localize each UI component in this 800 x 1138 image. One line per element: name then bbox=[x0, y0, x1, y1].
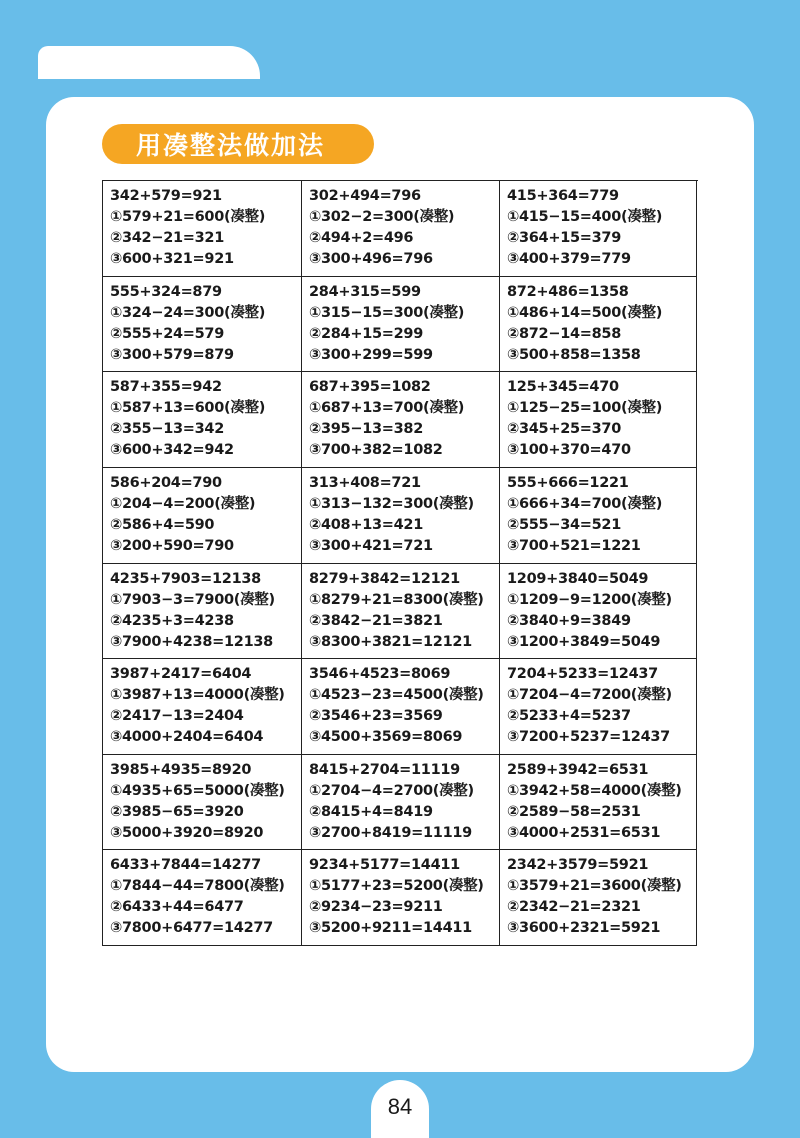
step-line: ③500+858=1358 bbox=[507, 346, 641, 363]
exercise-cell bbox=[103, 659, 302, 755]
step-line: ③100+370=470 bbox=[507, 442, 631, 459]
step-line: ③2700+8419=11119 bbox=[309, 824, 472, 841]
step-line: ①2704−4=2700(凑整) bbox=[309, 782, 474, 799]
step-line: ①5177+23=5200(凑整) bbox=[309, 878, 484, 895]
exercise-cell bbox=[302, 277, 500, 373]
step-line: ②3840+9=3849 bbox=[507, 612, 631, 629]
exercise-cell bbox=[103, 181, 302, 277]
step-line: ②586+4=590 bbox=[110, 516, 215, 533]
step-line: ②3985−65=3920 bbox=[110, 803, 244, 820]
step-line: ②2589−58=2531 bbox=[507, 803, 641, 820]
equation: 342+579=921 bbox=[110, 188, 222, 204]
equation: 415+364=779 bbox=[507, 188, 619, 204]
step-line: ①125−25=100(凑整) bbox=[507, 400, 663, 417]
equation: 555+324=879 bbox=[110, 283, 222, 300]
step-line: ①8279+21=8300(凑整) bbox=[309, 591, 484, 608]
exercise-cell bbox=[103, 277, 302, 373]
exercise-cell bbox=[302, 755, 500, 851]
step-line: ②3842−21=3821 bbox=[309, 612, 443, 629]
step-line: ①7903−3=7900(凑整) bbox=[110, 591, 275, 608]
exercise-cell bbox=[500, 755, 697, 851]
exercise-cell bbox=[302, 850, 500, 946]
header-tab-strip bbox=[38, 46, 260, 79]
step-line: ①204−4=200(凑整) bbox=[110, 495, 256, 512]
step-line: ③4500+3569=8069 bbox=[309, 729, 463, 746]
equation: 9234+5177=14411 bbox=[309, 857, 460, 874]
step-line: ①579+21=600(凑整) bbox=[110, 209, 266, 225]
step-line: ②872−14=858 bbox=[507, 325, 621, 342]
step-line: ①587+13=600(凑整) bbox=[110, 400, 266, 417]
step-line: ③600+321=921 bbox=[110, 251, 234, 267]
step-line: ①3987+13=4000(凑整) bbox=[110, 687, 285, 704]
step-line: ②555+24=579 bbox=[110, 325, 224, 342]
equation: 313+408=721 bbox=[309, 474, 421, 491]
step-line: ③7200+5237=12437 bbox=[507, 729, 670, 746]
step-line: ②2342−21=2321 bbox=[507, 899, 641, 916]
step-line: ②2417−13=2404 bbox=[110, 708, 244, 725]
step-line: ①3579+21=3600(凑整) bbox=[507, 878, 682, 895]
equation: 3546+4523=8069 bbox=[309, 666, 451, 683]
step-line: ②494+2=496 bbox=[309, 230, 414, 246]
equation: 687+395=1082 bbox=[309, 379, 431, 396]
step-line: ②342−21=321 bbox=[110, 230, 224, 246]
step-line: ①302−2=300(凑整) bbox=[309, 209, 455, 225]
equation: 587+355=942 bbox=[110, 379, 222, 396]
equation: 1209+3840=5049 bbox=[507, 570, 649, 587]
step-line: ③7900+4238=12138 bbox=[110, 633, 273, 650]
step-line: ②6433+44=6477 bbox=[110, 899, 244, 916]
step-line: ③300+299=599 bbox=[309, 346, 433, 363]
step-line: ①7844−44=7800(凑整) bbox=[110, 878, 285, 895]
step-line: ③8300+3821=12121 bbox=[309, 633, 472, 650]
step-line: ③200+590=790 bbox=[110, 537, 234, 554]
step-line: ③400+379=779 bbox=[507, 251, 631, 267]
step-line: ①324−24=300(凑整) bbox=[110, 304, 266, 321]
step-line: ②9234−23=9211 bbox=[309, 899, 443, 916]
step-line: ③4000+2404=6404 bbox=[110, 729, 264, 746]
step-line: ③600+342=942 bbox=[110, 442, 234, 459]
step-line: ②555−34=521 bbox=[507, 516, 621, 533]
equation: 284+315=599 bbox=[309, 283, 421, 300]
equation: 8415+2704=11119 bbox=[309, 761, 460, 778]
exercise-cell bbox=[302, 564, 500, 660]
equation: 2342+3579=5921 bbox=[507, 857, 649, 874]
step-line: ①486+14=500(凑整) bbox=[507, 304, 663, 321]
step-line: ③7800+6477=14277 bbox=[110, 920, 273, 937]
exercise-cell bbox=[103, 850, 302, 946]
equation: 555+666=1221 bbox=[507, 474, 629, 491]
exercise-cell bbox=[302, 372, 500, 468]
step-line: ①313−132=300(凑整) bbox=[309, 495, 474, 512]
step-line: ③5000+3920=8920 bbox=[110, 824, 264, 841]
exercise-grid bbox=[102, 180, 698, 946]
exercise-cell bbox=[500, 659, 697, 755]
exercise-cell bbox=[103, 468, 302, 564]
step-line: ②3546+23=3569 bbox=[309, 708, 443, 725]
step-line: ①4523−23=4500(凑整) bbox=[309, 687, 484, 704]
equation: 7204+5233=12437 bbox=[507, 666, 658, 683]
step-line: ①7204−4=7200(凑整) bbox=[507, 687, 672, 704]
step-line: ①415−15=400(凑整) bbox=[507, 209, 663, 225]
exercise-cell bbox=[103, 564, 302, 660]
step-line: ①1209−9=1200(凑整) bbox=[507, 591, 672, 608]
page-number: 84 bbox=[387, 1094, 413, 1119]
step-line: ②345+25=370 bbox=[507, 421, 621, 438]
step-line: ②284+15=299 bbox=[309, 325, 423, 342]
equation: 6433+7844=14277 bbox=[110, 857, 261, 874]
step-line: ②395−13=382 bbox=[309, 421, 423, 438]
step-line: ①3942+58=4000(凑整) bbox=[507, 782, 682, 799]
title-badge bbox=[102, 124, 374, 164]
page-number-tab bbox=[371, 1080, 429, 1138]
step-line: ②408+13=421 bbox=[309, 516, 423, 533]
equation: 872+486=1358 bbox=[507, 283, 629, 300]
step-line: ③300+421=721 bbox=[309, 537, 433, 554]
exercise-cell bbox=[500, 468, 697, 564]
step-line: ③300+496=796 bbox=[309, 251, 433, 267]
equation: 2589+3942=6531 bbox=[507, 761, 649, 778]
step-line: ③300+579=879 bbox=[110, 346, 234, 363]
step-line: ①666+34=700(凑整) bbox=[507, 495, 663, 512]
step-line: ②355−13=342 bbox=[110, 421, 224, 438]
equation: 302+494=796 bbox=[309, 188, 421, 204]
exercise-cell bbox=[302, 468, 500, 564]
exercise-cell bbox=[103, 755, 302, 851]
step-line: ③5200+9211=14411 bbox=[309, 920, 472, 937]
step-line: ③3600+2321=5921 bbox=[507, 920, 661, 937]
exercise-cell bbox=[103, 372, 302, 468]
step-line: ①687+13=700(凑整) bbox=[309, 400, 465, 417]
step-line: ②8415+4=8419 bbox=[309, 803, 433, 820]
step-line: ①315−15=300(凑整) bbox=[309, 304, 465, 321]
equation: 586+204=790 bbox=[110, 474, 222, 491]
step-line: ①4935+65=5000(凑整) bbox=[110, 782, 285, 799]
exercise-cell bbox=[302, 181, 500, 277]
equation: 125+345=470 bbox=[507, 379, 619, 396]
step-line: ②4235+3=4238 bbox=[110, 612, 234, 629]
equation: 3985+4935=8920 bbox=[110, 761, 252, 778]
exercise-cell bbox=[500, 372, 697, 468]
step-line: ③4000+2531=6531 bbox=[507, 824, 661, 841]
equation: 3987+2417=6404 bbox=[110, 666, 252, 683]
step-line: ②5233+4=5237 bbox=[507, 708, 631, 725]
step-line: ③700+521=1221 bbox=[507, 537, 641, 554]
exercise-cell bbox=[500, 277, 697, 373]
exercise-cell bbox=[500, 564, 697, 660]
exercise-cell bbox=[302, 659, 500, 755]
page-title: 用凑整法做加法 bbox=[136, 131, 326, 160]
equation: 8279+3842=12121 bbox=[309, 570, 460, 587]
step-line: ③700+382=1082 bbox=[309, 442, 443, 459]
exercise-cell bbox=[500, 181, 697, 277]
step-line: ③1200+3849=5049 bbox=[507, 633, 661, 650]
step-line: ②364+15=379 bbox=[507, 230, 621, 246]
exercise-cell bbox=[500, 850, 697, 946]
equation: 4235+7903=12138 bbox=[110, 570, 261, 587]
